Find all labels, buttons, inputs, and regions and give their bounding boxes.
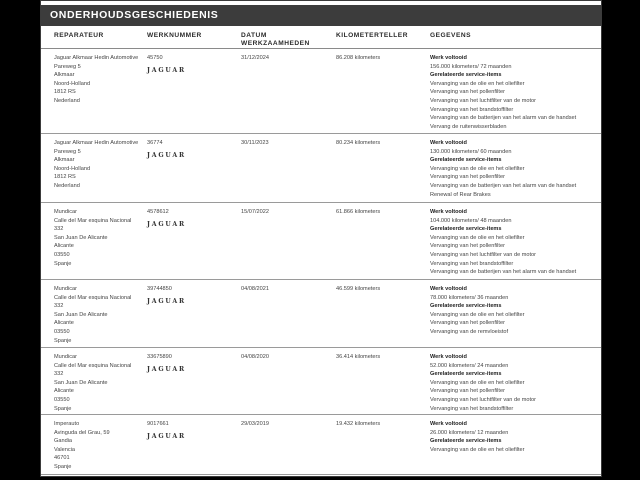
repairer-line: Calle del Mar esquina Nacional xyxy=(54,294,132,301)
table-row xyxy=(41,203,601,280)
row-divider xyxy=(41,474,601,475)
work-date: 04/08/2021 xyxy=(241,286,269,292)
service-items-label: Gerelateerde service-items xyxy=(430,303,502,310)
jaguar-logo: JAGUAR xyxy=(147,365,186,373)
repairer-line: 332 xyxy=(54,303,64,310)
repairer-line: Valencia xyxy=(54,446,76,453)
work-number: 39744850 xyxy=(147,286,172,292)
work-date: 15/07/2022 xyxy=(241,209,269,215)
service-items-label: Gerelateerde service-items xyxy=(430,226,502,233)
odometer-reading: 19.432 kilometers xyxy=(336,421,381,427)
repairer-line: Calle del Mar esquina Nacional xyxy=(54,217,132,224)
repairer-line: 46701 xyxy=(54,455,70,462)
repairer-line: Mundicar xyxy=(54,286,78,292)
jaguar-logo: JAGUAR xyxy=(147,297,186,305)
service-item: Vervanging van het brandstoffilter xyxy=(430,405,514,412)
repairer-line: 03550 xyxy=(54,396,70,403)
repairer-address xyxy=(54,208,131,268)
status-label: Werk voltooid xyxy=(430,421,467,427)
column-header-work-number: WERKNUMMER xyxy=(147,32,202,39)
repairer-line: Calle del Mar esquina Nacional xyxy=(54,362,132,369)
column-header-date: DATUM WERKZAAMHEDEN xyxy=(241,32,310,47)
repairer-address xyxy=(54,353,131,413)
service-item: Renewal of Rear Brakes xyxy=(430,191,491,198)
odometer-reading: 80.234 kilometers xyxy=(336,140,381,146)
service-details xyxy=(430,353,536,413)
repairer-line: Pareweg 5 xyxy=(54,148,81,155)
work-date: 30/11/2023 xyxy=(241,140,269,146)
service-history-panel xyxy=(40,0,602,477)
table-row xyxy=(41,49,601,134)
service-item: Vervanging van het luchtfilter van de motor xyxy=(430,396,537,403)
service-item: Vervanging van de olie en het oliefilter xyxy=(430,311,525,318)
service-item: Vervanging van de olie en het oliefilter xyxy=(430,379,525,386)
jaguar-logo: JAGUAR xyxy=(147,432,186,440)
jaguar-logo: JAGUAR xyxy=(147,151,186,159)
repairer-line: Spanje xyxy=(54,260,72,267)
repairer-line: Alicante xyxy=(54,388,74,395)
repairer-line: 332 xyxy=(54,226,64,233)
work-number-cell xyxy=(147,139,186,160)
work-number-cell xyxy=(147,420,186,441)
repairer-line: Noord-Holland xyxy=(54,80,91,87)
service-interval: 52.000 kilometers/ 24 maanden xyxy=(430,362,509,369)
repairer-line: Spanje xyxy=(54,463,72,470)
repairer-address xyxy=(54,420,110,472)
repairer-line: Pareweg 5 xyxy=(54,63,81,70)
table-row xyxy=(41,415,601,475)
service-item: Vervanging van de remvloeistof xyxy=(430,328,509,335)
repairer-line: Nederland xyxy=(54,97,80,104)
repairer-line: Imperauto xyxy=(54,421,80,427)
repairer-line: 03550 xyxy=(54,328,70,335)
repairer-line: San Juan De Alicante xyxy=(54,311,108,318)
service-item: Vervanging van het pollenfilter xyxy=(430,243,505,250)
work-number-cell xyxy=(147,353,186,374)
work-number-cell xyxy=(147,54,186,75)
service-interval: 26.000 kilometers/ 12 maanden xyxy=(430,429,509,436)
service-details xyxy=(430,54,576,131)
work-date: 04/08/2020 xyxy=(241,354,269,360)
service-item: Vervanging van het luchtfilter van de motor xyxy=(430,251,537,258)
service-item: Vervanging van de olie en het oliefilter xyxy=(430,80,525,87)
service-details xyxy=(430,420,525,454)
status-label: Werk voltooid xyxy=(430,354,467,360)
status-label: Werk voltooid xyxy=(430,209,467,215)
table-row xyxy=(41,134,601,203)
service-item: Vervang de ruitenwisserbladen xyxy=(430,123,507,130)
service-item: Vervanging van de olie en het oliefilter xyxy=(430,234,525,241)
repairer-line: Jaguar Alkmaar Hedin Automotive xyxy=(54,55,139,61)
repairer-line: Gandia xyxy=(54,438,73,445)
service-item: Vervanging van het pollenfilter xyxy=(430,174,505,181)
service-item: Vervanging van de olie en het oliefilter xyxy=(430,165,525,172)
odometer-reading: 36.414 kilometers xyxy=(336,354,381,360)
work-number: 9017661 xyxy=(147,421,169,427)
work-number-cell xyxy=(147,285,186,306)
work-number: 33675890 xyxy=(147,354,172,360)
service-item: Vervanging van het pollenfilter xyxy=(430,320,505,327)
service-item: Vervanging van het pollenfilter xyxy=(430,388,505,395)
repairer-line: 03550 xyxy=(54,251,70,258)
table-row xyxy=(41,348,601,415)
repairer-line: San Juan De Alicante xyxy=(54,234,108,241)
status-label: Werk voltooid xyxy=(430,286,467,292)
repairer-line: Spanje xyxy=(54,337,72,344)
repairer-line: Mundicar xyxy=(54,209,78,215)
work-number: 36774 xyxy=(147,140,163,146)
repairer-line: Alicante xyxy=(54,320,74,327)
service-items-label: Gerelateerde service-items xyxy=(430,438,502,445)
service-interval: 104.000 kilometers/ 48 maanden xyxy=(430,217,512,224)
repairer-line: San Juan De Alicante xyxy=(54,379,108,386)
repairer-address xyxy=(54,54,138,106)
column-header-details: GEGEVENS xyxy=(430,32,472,39)
service-interval: 130.000 kilometers/ 60 maanden xyxy=(430,148,512,155)
jaguar-logo: JAGUAR xyxy=(147,66,186,74)
odometer-reading: 61.866 kilometers xyxy=(336,209,381,215)
odometer-reading: 46.599 kilometers xyxy=(336,286,381,292)
service-item: Vervanging van de batterijen van het alarm van de handset xyxy=(430,182,577,189)
column-header-odometer: KILOMETERTELLER xyxy=(336,32,408,39)
jaguar-logo: JAGUAR xyxy=(147,220,186,228)
work-date: 31/12/2024 xyxy=(241,55,269,61)
service-item: Vervanging van de batterijen van het alarm van de handset xyxy=(430,115,577,122)
repairer-line: Jaguar Alkmaar Hedin Automotive xyxy=(54,140,139,146)
repairer-line: Avinguda del Grau, 59 xyxy=(54,429,110,436)
odometer-reading: 86.208 kilometers xyxy=(336,55,381,61)
service-item: Vervanging van het brandstoffilter xyxy=(430,260,514,267)
work-number-cell xyxy=(147,208,186,229)
service-item: Vervanging van de olie en het oliefilter xyxy=(430,446,525,453)
service-item: Vervanging van het pollenfilter xyxy=(430,89,505,96)
repairer-line: 332 xyxy=(54,371,64,378)
work-number: 45750 xyxy=(147,55,163,61)
work-date: 29/03/2019 xyxy=(241,421,269,427)
repairer-line: Noord-Holland xyxy=(54,165,91,172)
service-item: Vervanging van het luchtfilter van de motor xyxy=(430,97,537,104)
repairer-line: Nederland xyxy=(54,182,80,189)
service-items-label: Gerelateerde service-items xyxy=(430,371,502,378)
repairer-line: 1812 RS xyxy=(54,174,76,181)
service-item: Vervanging van het brandstoffilter xyxy=(430,106,514,113)
work-number: 4578612 xyxy=(147,209,169,215)
repairer-address xyxy=(54,285,131,345)
repairer-line: Alicante xyxy=(54,243,74,250)
repairer-line: Spanje xyxy=(54,405,72,412)
service-details xyxy=(430,285,525,337)
repairer-address xyxy=(54,139,138,191)
repairer-line: Alkmaar xyxy=(54,72,75,79)
section-title: ONDERHOUDSGESCHIEDENIS xyxy=(41,5,601,26)
service-item: Vervanging van de batterijen van het alarm van de handset xyxy=(430,269,577,276)
service-items-label: Gerelateerde service-items xyxy=(430,72,502,79)
status-label: Werk voltooid xyxy=(430,140,467,146)
service-details xyxy=(430,208,576,277)
repairer-line: Mundicar xyxy=(54,354,78,360)
service-interval: 156.000 kilometers/ 72 maanden xyxy=(430,63,512,70)
service-details xyxy=(430,139,576,199)
service-items-label: Gerelateerde service-items xyxy=(430,157,502,164)
table-row xyxy=(41,280,601,348)
status-label: Werk voltooid xyxy=(430,55,467,61)
repairer-line: 1812 RS xyxy=(54,89,76,96)
service-interval: 78.000 kilometers/ 36 maanden xyxy=(430,294,509,301)
repairer-line: Alkmaar xyxy=(54,157,75,164)
column-header-repairer: REPARATEUR xyxy=(54,32,104,39)
